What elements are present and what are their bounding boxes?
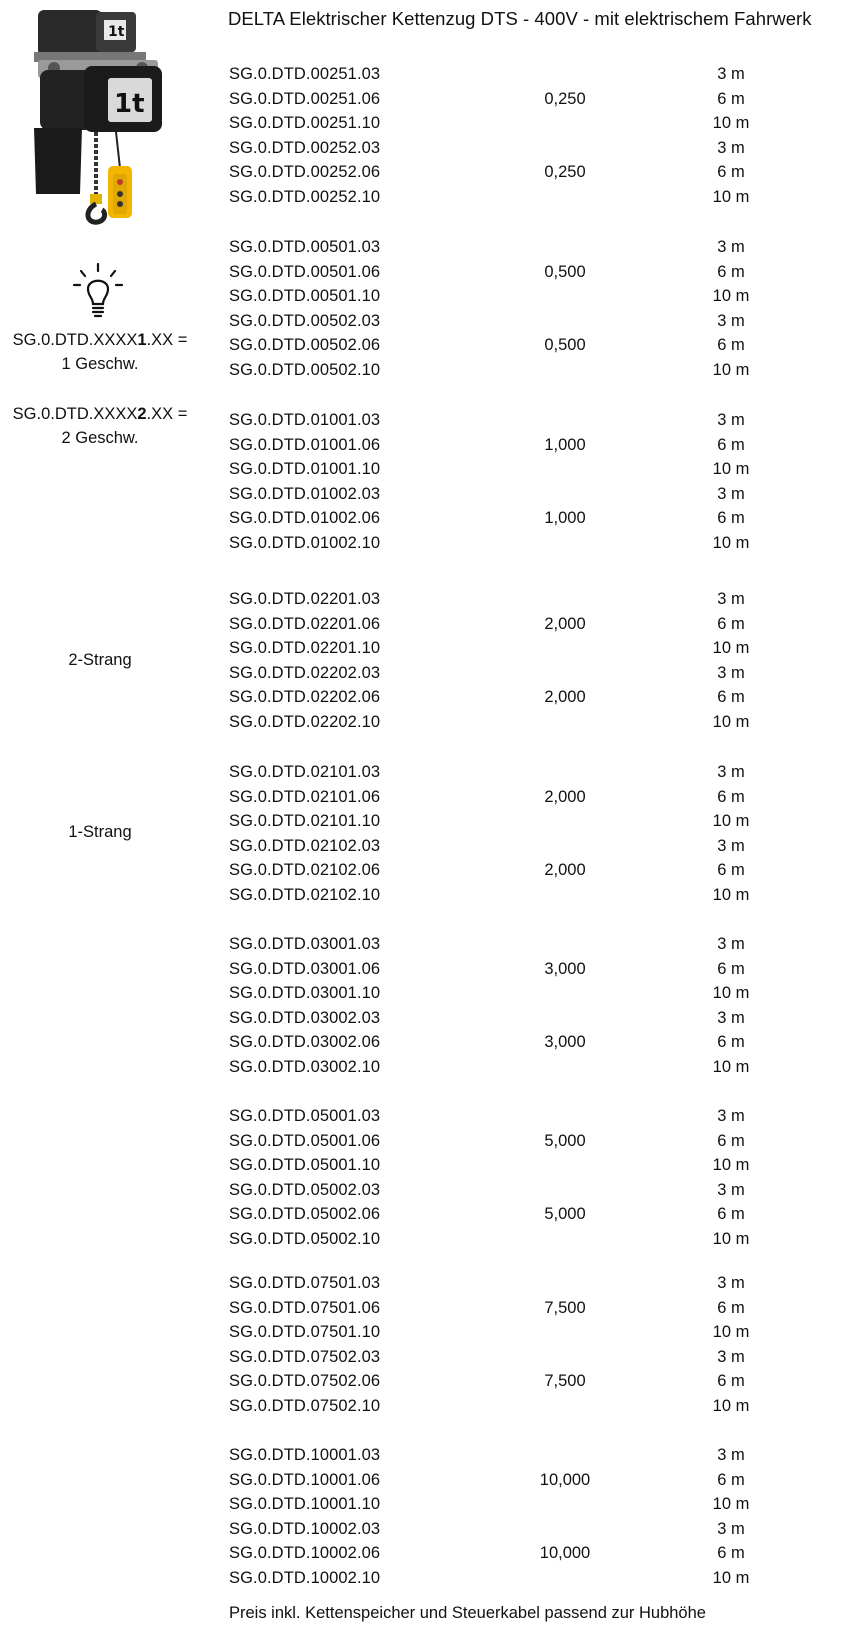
table-row: [0, 1271, 856, 1295]
lifting-height: 6 m: [717, 89, 745, 108]
lifting-height: 10 m: [712, 984, 750, 1002]
lifting-height: 6 m: [717, 262, 745, 281]
article-code: SG.0.DTD.10001.10: [229, 1495, 381, 1513]
load-capacity: 0,250: [544, 89, 586, 108]
lifting-height: 3 m: [717, 1519, 745, 1538]
article-code: SG.0.DTD.02102.10: [229, 885, 381, 904]
lifting-height: 3 m: [717, 1107, 745, 1125]
table-row: [0, 1055, 856, 1079]
lifting-height: 3 m: [717, 1008, 745, 1027]
table-row: [0, 531, 856, 555]
load-capacity: 2,000: [544, 861, 586, 879]
table-row: [0, 1320, 856, 1344]
article-code: SG.0.DTD.01001.03: [229, 411, 381, 429]
lifting-height: 10 m: [712, 812, 750, 830]
table-row: [0, 408, 856, 432]
lifting-height: 10 m: [712, 460, 750, 478]
lifting-height: 6 m: [717, 1033, 745, 1051]
article-code: SG.0.DTD.02101.03: [229, 763, 381, 781]
article-code: SG.0.DTD.05002.10: [229, 1229, 381, 1248]
article-code: SG.0.DTD.00502.10: [229, 360, 381, 379]
load-capacity: 10,000: [539, 1544, 591, 1562]
lifting-height: 10 m: [712, 1568, 750, 1587]
lifting-height: 3 m: [717, 65, 745, 83]
lifting-height: 6 m: [717, 1372, 745, 1390]
table-row: [0, 136, 856, 160]
lifting-height: 6 m: [717, 163, 745, 181]
lifting-height: 6 m: [717, 688, 745, 706]
lifting-height: 10 m: [712, 712, 750, 731]
lifting-height: 6 m: [717, 336, 745, 354]
article-code: SG.0.DTD.07501.10: [229, 1323, 381, 1341]
article-code: SG.0.DTD.01002.06: [229, 509, 381, 527]
article-code: SG.0.DTD.00251.06: [229, 89, 381, 108]
strand-label-two: 2-Strang: [68, 651, 132, 669]
article-code: SG.0.DTD.00501.03: [229, 238, 381, 256]
lifting-height: 10 m: [712, 533, 750, 552]
table-row: [0, 1492, 856, 1516]
lifting-height: 10 m: [712, 114, 750, 132]
lifting-height: 3 m: [717, 590, 745, 608]
article-code: SG.0.DTD.02102.03: [229, 836, 381, 855]
lifting-height: 3 m: [717, 311, 745, 330]
lifting-height: 10 m: [712, 885, 750, 904]
article-code: SG.0.DTD.10002.03: [229, 1519, 381, 1538]
article-code: SG.0.DTD.01001.06: [229, 435, 381, 454]
lifting-height: 6 m: [717, 435, 745, 454]
table-row: [0, 858, 856, 882]
table-row: [0, 587, 856, 611]
lifting-height: 3 m: [717, 663, 745, 682]
speed2-label: 2 Geschw.: [61, 429, 139, 447]
speed1-code: SG.0.DTD.XXXX1.XX =: [12, 331, 188, 349]
table-row: [0, 957, 856, 981]
article-code: SG.0.DTD.02101.10: [229, 812, 381, 830]
article-code: SG.0.DTD.02102.06: [229, 861, 381, 879]
table-row: [0, 1566, 856, 1590]
lifting-height: 6 m: [717, 1470, 745, 1489]
lifting-height: 10 m: [712, 287, 750, 305]
article-code: SG.0.DTD.00251.03: [229, 65, 381, 83]
article-code: SG.0.DTD.03001.03: [229, 935, 381, 953]
article-code: SG.0.DTD.02201.03: [229, 590, 381, 608]
load-capacity: 1,000: [544, 509, 586, 527]
article-code: SG.0.DTD.05001.03: [229, 1107, 381, 1125]
table-row: [0, 883, 856, 907]
load-capacity: 5,000: [544, 1131, 586, 1150]
lifting-height: 3 m: [717, 763, 745, 781]
table-row: [0, 506, 856, 530]
lifting-height: 3 m: [717, 1347, 745, 1366]
speed1-label: 1 Geschw.: [61, 355, 139, 373]
table-row: [0, 235, 856, 259]
article-code: SG.0.DTD.03001.06: [229, 959, 381, 978]
lifting-height: 10 m: [712, 639, 750, 657]
table-row: [0, 62, 856, 86]
article-code: SG.0.DTD.10002.10: [229, 1568, 381, 1587]
article-code: SG.0.DTD.00501.06: [229, 262, 381, 281]
article-code: SG.0.DTD.10002.06: [229, 1544, 381, 1562]
badge-text-main: 1t: [114, 89, 145, 119]
table-row: [0, 1541, 856, 1565]
load-capacity: 0,500: [544, 336, 586, 354]
article-code: SG.0.DTD.07502.10: [229, 1396, 381, 1415]
table-row: [0, 1129, 856, 1153]
lifting-height: 3 m: [717, 484, 745, 503]
lifting-height: 10 m: [712, 1323, 750, 1341]
article-code: SG.0.DTD.07502.06: [229, 1372, 381, 1390]
table-row: [0, 1296, 856, 1320]
article-code: SG.0.DTD.05001.10: [229, 1156, 381, 1174]
table-row: [0, 1178, 856, 1202]
lifting-height: 10 m: [712, 1495, 750, 1513]
table-row: [0, 433, 856, 457]
table-row: [0, 358, 856, 382]
table-row: [0, 636, 856, 660]
table-row: [0, 1104, 856, 1128]
load-capacity: 7,500: [544, 1298, 586, 1317]
article-code: SG.0.DTD.03002.03: [229, 1008, 381, 1027]
lifting-height: 3 m: [717, 138, 745, 157]
table-row: [0, 1202, 856, 1226]
load-capacity: 2,000: [544, 688, 586, 706]
article-code: SG.0.DTD.10001.06: [229, 1470, 381, 1489]
article-code: SG.0.DTD.02101.06: [229, 787, 381, 806]
article-code: SG.0.DTD.03001.10: [229, 984, 381, 1002]
lifting-height: 10 m: [712, 1396, 750, 1415]
article-code: SG.0.DTD.01002.03: [229, 484, 381, 503]
lifting-height: 3 m: [717, 411, 745, 429]
article-code: SG.0.DTD.03002.06: [229, 1033, 381, 1051]
lifting-height: 3 m: [717, 1446, 745, 1464]
speed2-code: SG.0.DTD.XXXX2.XX =: [12, 405, 188, 423]
badge-text-top: 1t: [108, 24, 125, 40]
table-row: [0, 760, 856, 784]
article-code: SG.0.DTD.07501.06: [229, 1298, 381, 1317]
table-row: [0, 185, 856, 209]
table-row: [0, 1468, 856, 1492]
article-code: SG.0.DTD.07501.03: [229, 1274, 381, 1292]
lifting-height: 3 m: [717, 238, 745, 256]
table-row: [0, 1227, 856, 1251]
table-row: [0, 1517, 856, 1541]
table-row: [0, 87, 856, 111]
lifting-height: 3 m: [717, 836, 745, 855]
lifting-height: 10 m: [712, 187, 750, 206]
article-code: SG.0.DTD.10001.03: [229, 1446, 381, 1464]
article-code: SG.0.DTD.00501.10: [229, 287, 381, 305]
table-row: [0, 1443, 856, 1467]
lifting-height: 6 m: [717, 1131, 745, 1150]
load-capacity: 2,000: [544, 787, 586, 806]
load-capacity: 10,000: [539, 1470, 591, 1489]
table-row: [0, 685, 856, 709]
table-row: [0, 482, 856, 506]
article-code: SG.0.DTD.02202.10: [229, 712, 381, 731]
table-row: [0, 1030, 856, 1054]
article-code: SG.0.DTD.01001.10: [229, 460, 381, 478]
table-row: [0, 1369, 856, 1393]
page-title: DELTA Elektrischer Kettenzug DTS - 400V - mit elektrischem Fahrwerk: [228, 8, 812, 29]
footer-note: Preis inkl. Kettenspeicher und Steuerkabel passend zur Hubhöhe: [229, 1604, 706, 1622]
table-row: [0, 981, 856, 1005]
table-row: [0, 333, 856, 357]
article-code: SG.0.DTD.00252.10: [229, 187, 381, 206]
table-row: [0, 1006, 856, 1030]
article-code: SG.0.DTD.05002.03: [229, 1180, 381, 1199]
lifting-height: 6 m: [717, 787, 745, 806]
article-code: SG.0.DTD.05002.06: [229, 1205, 381, 1223]
article-code: SG.0.DTD.07502.03: [229, 1347, 381, 1366]
strand-label-one: 1-Strang: [68, 823, 132, 841]
table-row: [0, 661, 856, 685]
article-code: SG.0.DTD.02202.06: [229, 688, 381, 706]
load-capacity: 3,000: [544, 959, 586, 978]
load-capacity: 3,000: [544, 1033, 586, 1051]
lifting-height: 10 m: [712, 360, 750, 379]
article-code: SG.0.DTD.00251.10: [229, 114, 381, 132]
lifting-height: 10 m: [712, 1229, 750, 1248]
load-capacity: 1,000: [544, 435, 586, 454]
lifting-height: 3 m: [717, 1274, 745, 1292]
lifting-height: 10 m: [712, 1156, 750, 1174]
article-code: SG.0.DTD.00252.06: [229, 163, 381, 181]
article-code: SG.0.DTD.02202.03: [229, 663, 381, 682]
table-row: [0, 160, 856, 184]
lifting-height: 6 m: [717, 614, 745, 633]
table-row: [0, 111, 856, 135]
article-code: SG.0.DTD.02201.06: [229, 614, 381, 633]
lifting-height: 10 m: [712, 1057, 750, 1076]
load-capacity: 5,000: [544, 1205, 586, 1223]
table-row: [0, 260, 856, 284]
table-row: [0, 710, 856, 734]
table-row: [0, 809, 856, 833]
article-code: SG.0.DTD.01002.10: [229, 533, 381, 552]
table-row: [0, 612, 856, 636]
lifting-height: 6 m: [717, 959, 745, 978]
article-code: SG.0.DTD.03002.10: [229, 1057, 381, 1076]
lifting-height: 6 m: [717, 509, 745, 527]
load-capacity: 0,500: [544, 262, 586, 281]
load-capacity: 7,500: [544, 1372, 586, 1390]
table-row: [0, 932, 856, 956]
article-code: SG.0.DTD.02201.10: [229, 639, 381, 657]
table-row: [0, 785, 856, 809]
table-row: [0, 834, 856, 858]
table-row: [0, 284, 856, 308]
table-row: [0, 457, 856, 481]
load-capacity: 2,000: [544, 614, 586, 633]
table-row: [0, 1394, 856, 1418]
lifting-height: 6 m: [717, 1544, 745, 1562]
lifting-height: 6 m: [717, 1298, 745, 1317]
article-code: SG.0.DTD.05001.06: [229, 1131, 381, 1150]
lifting-height: 6 m: [717, 1205, 745, 1223]
article-code: SG.0.DTD.00502.06: [229, 336, 381, 354]
table-row: [0, 309, 856, 333]
lifting-height: 6 m: [717, 861, 745, 879]
article-code: SG.0.DTD.00502.03: [229, 311, 381, 330]
load-capacity: 0,250: [544, 163, 586, 181]
article-code: SG.0.DTD.00252.03: [229, 138, 381, 157]
table-row: [0, 1345, 856, 1369]
lifting-height: 3 m: [717, 935, 745, 953]
lifting-height: 3 m: [717, 1180, 745, 1199]
table-row: [0, 1153, 856, 1177]
